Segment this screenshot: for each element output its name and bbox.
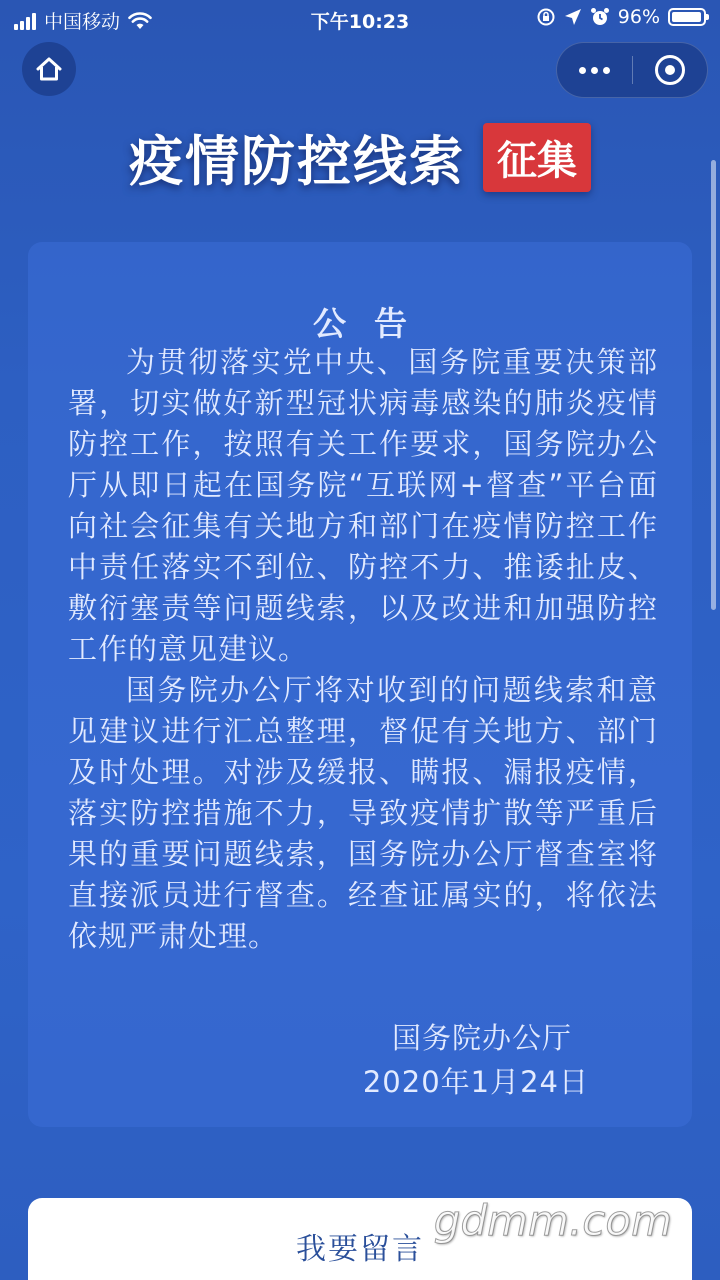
home-button[interactable] [22,42,76,96]
more-button[interactable] [557,42,632,98]
close-miniprogram-icon [655,55,685,85]
notice-body [68,342,658,957]
banner-tag: 征集 [483,123,591,192]
status-bar [0,0,720,38]
battery-percent: 96% [617,6,660,28]
notice-paragraph: 国务院办公厅将对收到的问题线索和意见建议进行汇总整理，督促有关地方、部门及时处理。对涉及缓报、瞒报、漏报疫情，落实防控措施不力，导致疫情扩散等严重后果的重要问题线索，国务院办公厅督查室将直接派员进行督查。经查证属实的，将依法依规严肃处理。 [68,673,658,953]
location-icon [564,8,582,26]
signature-org: 国务院办公厅 [391,1021,572,1055]
more-icon-dot [603,67,610,74]
scrollbar[interactable] [711,160,716,610]
status-time: 下午10:23 [310,11,410,33]
orientation-lock-icon [536,7,556,27]
notice-heading: 公告 [313,304,435,343]
banner [0,112,720,202]
signature-date: 2020年1月24日 [362,1065,589,1099]
watermark: gdmm.com [433,1196,672,1245]
notice-paragraph: 为贯彻落实党中央、国务院重要决策部署，切实做好新型冠状病毒感染的肺炎疫情防控工作，按照有关工作要求，国务院办公厅从即日起在国务院“互联网+督查”平台面向社会征集有关地方和部门在疫情防控工作中责任落实不到位、防控不力、推诿扯皮、敷衍塞责等问题线索，以及改进和加强防控工作的意见建议。 [68,345,658,666]
notice-card [28,242,692,1127]
more-icon-dot [591,67,598,74]
miniprogram-capsule [556,42,708,98]
home-icon [35,56,63,82]
carrier-label: 中国移动 [44,11,121,33]
status-right [536,6,706,28]
close-button[interactable] [633,42,707,98]
alarm-icon [590,7,610,27]
banner-title: 疫情防控线索 [129,129,465,193]
leave-message-button[interactable]: 我要留言 [28,1198,692,1280]
more-icon-dot [579,67,586,74]
battery-icon [668,8,706,26]
